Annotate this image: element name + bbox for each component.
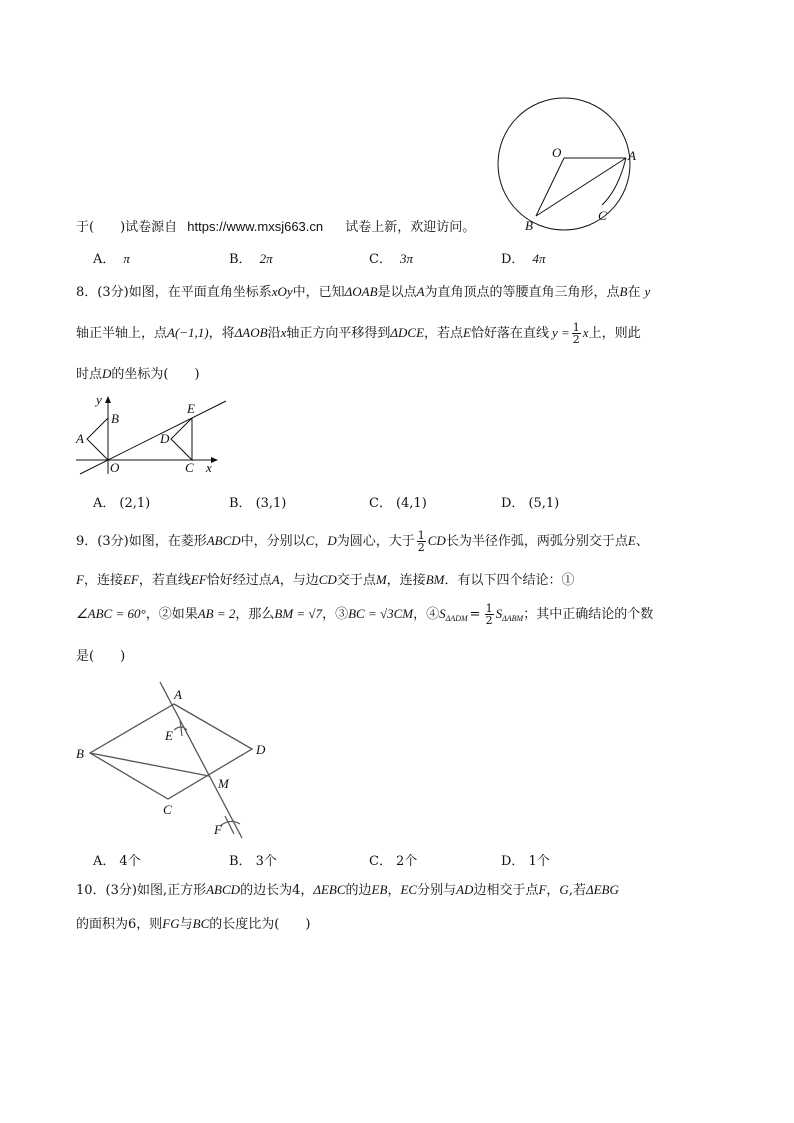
q8-text: 中，已知 xyxy=(292,285,345,300)
q8-text: 沿 xyxy=(267,326,281,341)
q7-option-c[interactable] xyxy=(369,248,413,267)
q9-math: C xyxy=(305,533,315,548)
q8-option-c[interactable] xyxy=(369,492,427,511)
q9-segment-BM xyxy=(90,753,209,776)
q8-option-d-value: (5,1) xyxy=(528,496,560,511)
q9-label-D: D xyxy=(256,742,266,757)
q7-suffix: 试卷上新，欢迎访问。 xyxy=(345,220,476,235)
q8-stem-line-3 xyxy=(76,364,200,385)
q8-fraction-num: 1 xyxy=(572,321,580,334)
q8-text: 时点 xyxy=(76,367,103,382)
q9-fraction-num: 1 xyxy=(417,529,425,542)
q9-arc-F xyxy=(220,816,240,834)
q9-option-a-label: A． xyxy=(93,854,116,869)
q9-math: BM = √7 xyxy=(274,606,323,621)
q8-option-b-value: (3,1) xyxy=(255,496,287,511)
q8-option-b[interactable] xyxy=(229,492,286,511)
q9-fraction xyxy=(417,530,426,553)
q10-stem-line-2 xyxy=(76,914,310,935)
q9-math: CD xyxy=(318,572,337,587)
q9-text: 、 xyxy=(635,534,649,549)
q10-text: 如图,正方形 xyxy=(136,883,207,898)
q8-text: 轴正方向平移得到 xyxy=(286,326,391,341)
q10-text: 分别与 xyxy=(417,883,457,898)
q8-label-E: E xyxy=(187,401,195,416)
q10-math: FG xyxy=(162,916,180,931)
q8-math: xOy xyxy=(271,284,293,299)
q8-math: x xyxy=(280,325,287,340)
q9-option-a-value: 4个 xyxy=(119,854,141,869)
q9-stem-line-3 xyxy=(76,603,653,629)
q8-option-a-label: A． xyxy=(93,496,116,511)
q7-option-a-label: A． xyxy=(93,252,116,267)
q10-text: 的边长为4， xyxy=(240,883,314,898)
q8-option-d[interactable] xyxy=(501,492,559,511)
q9-option-c[interactable] xyxy=(369,850,417,869)
q8-text: 轴正半轴上，点 xyxy=(76,326,168,341)
q9-text: ，连接 xyxy=(386,573,426,588)
q8-label-C: C xyxy=(185,460,194,475)
q8-triangle-DCE xyxy=(171,418,192,460)
q7-arc-AC xyxy=(602,158,626,205)
q9-math: EF xyxy=(122,572,139,587)
q9-text: 如图，在菱形 xyxy=(128,534,207,549)
q10-math: ΔEBC xyxy=(313,882,346,897)
q8-text: 为直角顶点的等腰直角三角形，点 xyxy=(424,285,620,300)
q7-circle-figure xyxy=(490,95,650,235)
q8-option-b-label: B． xyxy=(229,496,252,511)
q10-stem-line-1 xyxy=(76,880,619,901)
q8-label-B: B xyxy=(111,411,119,426)
q9-option-c-value: 2个 xyxy=(395,854,418,869)
q7-option-d-label: D． xyxy=(501,252,525,267)
q9-text: 恰好经过点 xyxy=(206,573,272,588)
q10-text: 的边 xyxy=(345,883,372,898)
q8-math: A xyxy=(416,284,425,299)
q9-label-A: A xyxy=(174,687,182,702)
q8-label-A: A xyxy=(76,431,84,446)
q9-subscript: ΔADM xyxy=(445,614,468,623)
q8-text: ，将 xyxy=(208,326,235,341)
q9-number: 9．(3分) xyxy=(76,534,129,549)
q7-option-c-label: C． xyxy=(369,252,392,267)
q9-option-b-value: 3个 xyxy=(255,854,277,869)
q8-text: ，若点 xyxy=(424,326,464,341)
q8-option-a[interactable] xyxy=(93,492,150,511)
q9-option-d-value: 1个 xyxy=(528,854,550,869)
q9-text: ；其中正确结论的个数 xyxy=(523,607,654,622)
q9-math: BC = √3CM xyxy=(348,606,414,621)
q8-text: 的坐标为( ) xyxy=(111,367,200,382)
q10-math: EB xyxy=(371,882,388,897)
q9-arc-E xyxy=(174,720,187,736)
q10-math: BC xyxy=(192,916,210,931)
q8-text: 恰好落在直线 xyxy=(470,326,549,341)
q8-stem-line-1 xyxy=(76,282,650,303)
q9-label-C: C xyxy=(163,802,172,817)
q9-math: ∠ABC = 60° xyxy=(76,606,146,621)
q9-option-d[interactable] xyxy=(501,850,550,869)
q8-text: 是以点 xyxy=(377,285,417,300)
q8-text: 上，则此 xyxy=(588,326,641,341)
q9-text: ，④ xyxy=(413,607,440,622)
q8-text: 在 xyxy=(627,285,641,300)
q7-circle xyxy=(498,98,630,230)
q9-stem-line-1 xyxy=(76,530,649,553)
q7-option-a-value: π xyxy=(123,251,130,266)
q9-label-M: M xyxy=(218,776,229,791)
q9-math: ABCD xyxy=(206,533,241,548)
q9-option-c-label: C． xyxy=(369,854,392,869)
q7-label-B: B xyxy=(525,218,533,233)
q8-option-d-label: D． xyxy=(501,496,525,511)
q9-math: A xyxy=(271,572,280,587)
q7-source-url[interactable]: https://www.mxsj663.cn xyxy=(187,219,324,234)
q9-math: F xyxy=(76,572,84,587)
q9-label-B: B xyxy=(76,746,84,761)
q8-option-a-value: (2,1) xyxy=(119,496,151,511)
q9-line-EF xyxy=(160,682,242,838)
q9-fraction-2-den: 2 xyxy=(485,614,493,627)
q7-option-b-label: B． xyxy=(229,252,252,267)
q7-option-d-value: 4π xyxy=(532,251,546,266)
q8-math: y xyxy=(644,284,651,299)
q9-text: ，与边 xyxy=(279,573,319,588)
q10-text: 的长度比为( ) xyxy=(209,917,311,932)
q9-text: ，连接 xyxy=(83,573,123,588)
q7-stem-line xyxy=(76,217,475,238)
q10-math: EC xyxy=(400,882,418,897)
q9-option-b-label: B． xyxy=(229,854,252,869)
q7-label-O: O xyxy=(552,145,562,160)
q7-option-d[interactable] xyxy=(501,248,545,267)
q8-option-c-label: C． xyxy=(369,496,392,511)
q10-text: 与 xyxy=(179,917,193,932)
q8-fraction-den: 2 xyxy=(572,333,580,346)
q7-segment-CB xyxy=(536,205,602,216)
q8-math: B xyxy=(619,284,628,299)
q10-text: ,若 xyxy=(568,883,586,898)
q9-stem-line-4 xyxy=(76,647,125,667)
q8-math: E xyxy=(463,325,471,340)
q9-text: 中，分别以 xyxy=(240,534,306,549)
q9-text: ，③ xyxy=(322,607,349,622)
q9-fraction-2-num: 1 xyxy=(485,602,493,615)
q10-text: ， xyxy=(546,883,560,898)
q10-number: 10．(3分) xyxy=(76,883,137,898)
q9-option-d-label: D． xyxy=(501,854,525,869)
q9-math: S xyxy=(439,606,446,621)
q8-label-D: D xyxy=(160,431,170,446)
q8-line-y-half-x xyxy=(80,401,226,474)
q9-text: 为圆心，大于 xyxy=(336,534,415,549)
q8-option-c-value: (4,1) xyxy=(395,496,427,511)
q8-text: 如图，在平面直角坐标系 xyxy=(128,285,272,300)
q8-math: ΔOAB xyxy=(344,284,378,299)
q9-option-b[interactable] xyxy=(229,850,277,869)
q8-math: ΔDCE xyxy=(390,325,425,340)
q8-math: x xyxy=(582,325,589,340)
q10-math: AD xyxy=(456,882,474,897)
q9-math: = xyxy=(469,607,481,622)
q8-fraction xyxy=(572,322,581,345)
q8-label-x: x xyxy=(206,460,212,475)
q9-rhombus-figure xyxy=(70,678,280,844)
q9-math: E xyxy=(627,533,636,548)
q7-option-b-value: 2π xyxy=(259,251,273,266)
q9-text: 是( ) xyxy=(76,649,126,664)
q9-label-F: F xyxy=(214,822,222,837)
q10-text: 的面积为6，则 xyxy=(76,917,163,932)
q8-label-y: y xyxy=(96,392,102,407)
q8-label-O: O xyxy=(110,460,120,475)
q9-text: 交于点 xyxy=(336,573,376,588)
q10-text: ， xyxy=(387,883,401,898)
q7-label-A: A xyxy=(628,148,636,163)
q9-text: ，若直线 xyxy=(138,573,191,588)
q9-math: AB = 2 xyxy=(197,606,236,621)
q10-math: G xyxy=(559,882,569,897)
q7-option-a[interactable] xyxy=(93,248,130,267)
q8-triangle-AOB xyxy=(87,418,108,460)
q8-math: A(−1,1) xyxy=(167,325,209,340)
q8-x-axis-arrow xyxy=(211,457,218,463)
q9-subscript: ΔABM xyxy=(502,614,524,623)
q9-text: 长为半径作弧，两弧分别交于点 xyxy=(445,534,628,549)
q9-stem-line-2 xyxy=(76,570,574,591)
q9-fraction-2 xyxy=(485,603,494,626)
q9-text: ，②如果 xyxy=(145,607,198,622)
q7-prefix: 于( )试卷源自 xyxy=(76,220,178,235)
q7-label-C: C xyxy=(598,208,607,223)
q9-label-E: E xyxy=(165,728,173,743)
q9-text: ．有以下四个结论：① xyxy=(444,573,575,588)
q9-option-a[interactable] xyxy=(93,850,141,869)
q10-math: ABCD xyxy=(206,882,241,897)
q8-math: y = xyxy=(552,325,570,340)
q9-math: BM xyxy=(425,572,445,587)
q7-option-b[interactable] xyxy=(229,248,273,267)
q9-text: ，那么 xyxy=(235,607,275,622)
q9-math: EF xyxy=(190,572,207,587)
q8-stem-line-2 xyxy=(76,322,641,345)
q9-fraction-den: 2 xyxy=(417,541,425,554)
q10-math: F xyxy=(538,882,547,897)
q8-number: 8．(3分) xyxy=(76,285,129,300)
q10-math: ΔEBG xyxy=(585,882,619,897)
q9-math: CD xyxy=(427,533,446,548)
q7-option-c-value: 3π xyxy=(399,251,413,266)
q9-math: M xyxy=(375,572,387,587)
q10-text: 边相交于点 xyxy=(473,883,539,898)
q9-math: D xyxy=(327,533,337,548)
q8-math: D xyxy=(102,366,112,381)
q8-y-axis-arrow xyxy=(105,396,111,403)
q9-text: ， xyxy=(314,534,328,549)
q8-coordinate-figure xyxy=(72,392,232,476)
q9-math: S xyxy=(495,606,503,621)
q8-math: ΔAOB xyxy=(234,325,268,340)
